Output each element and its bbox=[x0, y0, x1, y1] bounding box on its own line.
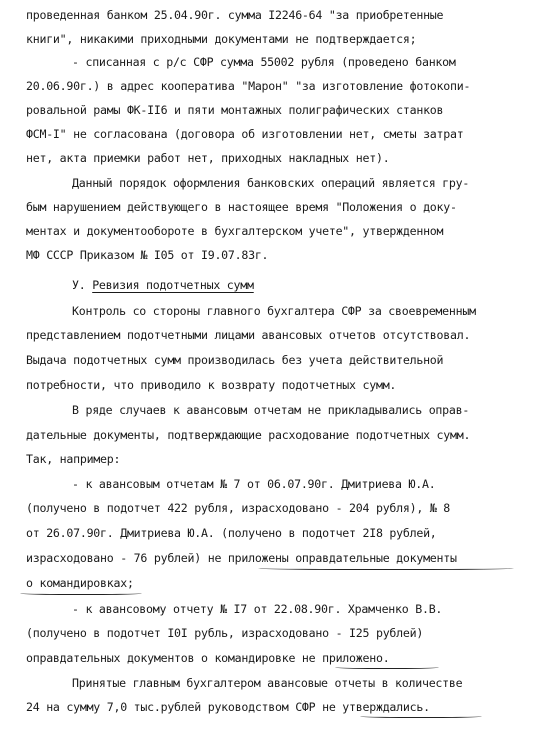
text-line: (получено в подотчет 422 рубля, израсходовано - 204 рубля), № 8 bbox=[26, 501, 450, 515]
text-line: потребности, что приводило к возврату подотчетных сумм. bbox=[26, 378, 397, 392]
text-line: Принятые главным бухгалтером авансовые отчеты в количестве bbox=[72, 676, 463, 690]
text-line: В ряде случаев к авансовым отчетам не прикладывались оправ- bbox=[72, 403, 470, 417]
text-line: ровальной рамы ФК-II6 и пяти монтажных полиграфических станков bbox=[26, 103, 444, 117]
text-line: - к авансовому отчету № I7 от 22.08.90г. Храмченко В.В. bbox=[72, 602, 443, 616]
text-line: Так, например: bbox=[26, 452, 121, 466]
text-line: бым нарушением действующего в настоящее время "Положения о доку- bbox=[26, 200, 457, 214]
text-line: израсходовано - 76 рублей) не приложены оправдательные документы bbox=[26, 551, 457, 565]
text-line: Выдача подотчетных сумм производилась без учета действительной bbox=[26, 353, 444, 367]
text-line: нет, акта приемки работ нет, приходных накладных нет). bbox=[26, 151, 390, 165]
text-line: книги", никакими приходными документами не подтверждается; bbox=[26, 32, 417, 46]
text-line: оправдательных документов о командировке не приложено. bbox=[26, 651, 390, 665]
text-line: Данный порядок оформления банковских операций является гру- bbox=[72, 176, 470, 190]
text-line: - к авансовым отчетам № 7 от 06.07.90г. Дмитриева Ю.А. bbox=[72, 477, 436, 491]
section-heading bbox=[72, 280, 254, 292]
text-line: (получено в подотчет I0I рубль, израсходовано - I25 рублей) bbox=[26, 626, 424, 640]
section-number: У. bbox=[72, 278, 93, 292]
text-line: дательные документы, подтверждающие расходование подотчетных сумм. bbox=[26, 428, 471, 442]
text-line: - списанная с р/с СФР сумма 55002 рубля (проведено банком bbox=[72, 55, 456, 69]
text-line: проведенная банком 25.04.90г. сумма I2246-64 "за приобретенные bbox=[26, 8, 444, 22]
text-line: 24 на сумму 7,0 тыс.рублей руководством СФР не утверждались. bbox=[26, 700, 430, 714]
text-line: от 26.07.90г. Дмитриева Ю.А. (получено в подотчет 2I8 рублей, bbox=[26, 526, 437, 540]
text-line: представлением подотчетными лицами авансовых отчетов отсутствовал. bbox=[26, 328, 471, 342]
text-line: ФСМ-I" не согласована (договора об изготовлении нет, сметы затрат bbox=[26, 127, 464, 141]
section-title: Ревизия подотчетных сумм bbox=[92, 278, 254, 292]
pen-underline bbox=[335, 665, 439, 669]
text-line: МФ СССР Приказом № I05 от I9.07.83г. bbox=[26, 248, 269, 262]
text-line: Контроль со стороны главного бухгалтера СФР за своевременным bbox=[72, 304, 476, 318]
pen-underline bbox=[258, 566, 514, 570]
pen-underline bbox=[360, 714, 482, 718]
text-line: ментах и документообороте в бухгалтерском учете", утвержденном bbox=[26, 224, 444, 238]
text-line: о командировках; bbox=[26, 576, 134, 590]
pen-underline bbox=[20, 591, 142, 595]
text-line: 20.06.90г.) в адрес кооператива "Марон" "за изготовление фотокопи- bbox=[26, 79, 471, 93]
